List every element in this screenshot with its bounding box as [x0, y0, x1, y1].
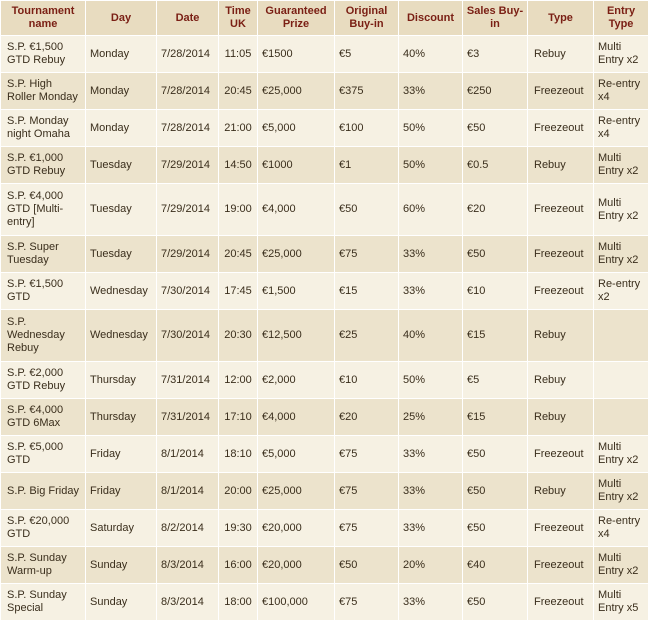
table-row	[1, 362, 648, 399]
day-cell: Friday	[86, 473, 157, 510]
tournament-name-cell: S.P. €1,500 GTD	[1, 273, 86, 310]
table-row	[1, 310, 648, 362]
type-cell: Rebuy	[528, 310, 594, 362]
type-cell: Freezeout	[528, 584, 594, 621]
original-buy-in-cell: €75	[335, 510, 399, 547]
entry-type-cell: Multi Entry x2	[594, 147, 648, 184]
time-cell: 19:00	[219, 184, 258, 236]
original-buy-in-cell: €10	[335, 362, 399, 399]
guaranteed-prize-cell: €5,000	[258, 110, 335, 147]
entry-type-cell: Multi Entry x2	[594, 473, 648, 510]
tournament-name-cell: S.P. €4,000 GTD [Multi-entry]	[1, 184, 86, 236]
header-sales-buy-in: Sales Buy-in	[463, 1, 528, 36]
entry-type-cell: Re-entry x4	[594, 510, 648, 547]
original-buy-in-cell: €75	[335, 236, 399, 273]
table-row	[1, 236, 648, 273]
original-buy-in-cell: €50	[335, 184, 399, 236]
tournament-name-cell: S.P. €1,500 GTD Rebuy	[1, 36, 86, 73]
tournament-name-cell: S.P. €1,000 GTD Rebuy	[1, 147, 86, 184]
table-row	[1, 147, 648, 184]
discount-cell: 50%	[399, 147, 463, 184]
original-buy-in-cell: €375	[335, 73, 399, 110]
date-cell: 7/29/2014	[157, 147, 219, 184]
date-cell: 7/31/2014	[157, 399, 219, 436]
guaranteed-prize-cell: €25,000	[258, 73, 335, 110]
sales-buy-in-cell: €20	[463, 184, 528, 236]
sales-buy-in-cell: €250	[463, 73, 528, 110]
sales-buy-in-cell: €5	[463, 362, 528, 399]
original-buy-in-cell: €75	[335, 584, 399, 621]
date-cell: 7/30/2014	[157, 310, 219, 362]
entry-type-cell: Re-entry x4	[594, 110, 648, 147]
time-cell: 17:45	[219, 273, 258, 310]
time-cell: 20:00	[219, 473, 258, 510]
discount-cell: 33%	[399, 236, 463, 273]
discount-cell: 20%	[399, 547, 463, 584]
type-cell: Rebuy	[528, 36, 594, 73]
entry-type-cell	[594, 399, 648, 436]
tournament-name-cell: S.P. Big Friday	[1, 473, 86, 510]
type-cell: Freezeout	[528, 510, 594, 547]
day-cell: Tuesday	[86, 184, 157, 236]
table-row	[1, 184, 648, 236]
tournament-name-cell: S.P. €2,000 GTD Rebuy	[1, 362, 86, 399]
type-cell: Freezeout	[528, 547, 594, 584]
tournament-name-cell: S.P. €5,000 GTD	[1, 436, 86, 473]
day-cell: Thursday	[86, 362, 157, 399]
original-buy-in-cell: €1	[335, 147, 399, 184]
tournament-name-cell: S.P. High Roller Monday	[1, 73, 86, 110]
header-row	[1, 1, 648, 36]
date-cell: 7/28/2014	[157, 110, 219, 147]
time-cell: 11:05	[219, 36, 258, 73]
day-cell: Monday	[86, 73, 157, 110]
header-discount: Discount	[399, 1, 463, 36]
header-guaranteed-prize: Guaranteed Prize	[258, 1, 335, 36]
discount-cell: 40%	[399, 36, 463, 73]
discount-cell: 33%	[399, 584, 463, 621]
time-cell: 14:50	[219, 147, 258, 184]
day-cell: Sunday	[86, 584, 157, 621]
table-row	[1, 110, 648, 147]
original-buy-in-cell: €75	[335, 436, 399, 473]
header-original-buy-in: Original Buy-in	[335, 1, 399, 36]
tournament-name-cell: S.P. €4,000 GTD 6Max	[1, 399, 86, 436]
original-buy-in-cell: €50	[335, 547, 399, 584]
entry-type-cell: Re-entry x4	[594, 73, 648, 110]
guaranteed-prize-cell: €20,000	[258, 547, 335, 584]
time-cell: 19:30	[219, 510, 258, 547]
sales-buy-in-cell: €40	[463, 547, 528, 584]
original-buy-in-cell: €5	[335, 36, 399, 73]
sales-buy-in-cell: €50	[463, 436, 528, 473]
type-cell: Freezeout	[528, 236, 594, 273]
sales-buy-in-cell: €50	[463, 110, 528, 147]
sales-buy-in-cell: €50	[463, 584, 528, 621]
sales-buy-in-cell: €3	[463, 36, 528, 73]
date-cell: 8/1/2014	[157, 473, 219, 510]
original-buy-in-cell: €15	[335, 273, 399, 310]
table-row	[1, 473, 648, 510]
sales-buy-in-cell: €50	[463, 473, 528, 510]
type-cell: Freezeout	[528, 110, 594, 147]
discount-cell: 50%	[399, 110, 463, 147]
guaranteed-prize-cell: €1,500	[258, 273, 335, 310]
time-cell: 12:00	[219, 362, 258, 399]
tournament-name-cell: S.P. Wednesday Rebuy	[1, 310, 86, 362]
sales-buy-in-cell: €0.5	[463, 147, 528, 184]
date-cell: 7/29/2014	[157, 236, 219, 273]
entry-type-cell: Multi Entry x2	[594, 184, 648, 236]
table-row	[1, 73, 648, 110]
header-entry-type: Entry Type	[594, 1, 648, 36]
sales-buy-in-cell: €50	[463, 510, 528, 547]
guaranteed-prize-cell: €5,000	[258, 436, 335, 473]
time-cell: 20:30	[219, 310, 258, 362]
header-date: Date	[157, 1, 219, 36]
guaranteed-prize-cell: €1000	[258, 147, 335, 184]
original-buy-in-cell: €20	[335, 399, 399, 436]
discount-cell: 33%	[399, 473, 463, 510]
tournament-name-cell: S.P. Sunday Warm-up	[1, 547, 86, 584]
guaranteed-prize-cell: €1500	[258, 36, 335, 73]
guaranteed-prize-cell: €25,000	[258, 473, 335, 510]
time-cell: 18:00	[219, 584, 258, 621]
guaranteed-prize-cell: €4,000	[258, 399, 335, 436]
tournament-name-cell: S.P. Sunday Special	[1, 584, 86, 621]
discount-cell: 33%	[399, 273, 463, 310]
day-cell: Wednesday	[86, 273, 157, 310]
date-cell: 7/29/2014	[157, 184, 219, 236]
guaranteed-prize-cell: €2,000	[258, 362, 335, 399]
sales-buy-in-cell: €10	[463, 273, 528, 310]
table-row	[1, 399, 648, 436]
discount-cell: 25%	[399, 399, 463, 436]
header-tournament-name: Tournament name	[1, 1, 86, 36]
entry-type-cell: Multi Entry x2	[594, 436, 648, 473]
date-cell: 8/3/2014	[157, 584, 219, 621]
guaranteed-prize-cell: €4,000	[258, 184, 335, 236]
table-row	[1, 36, 648, 73]
discount-cell: 50%	[399, 362, 463, 399]
day-cell: Thursday	[86, 399, 157, 436]
day-cell: Monday	[86, 36, 157, 73]
entry-type-cell	[594, 310, 648, 362]
date-cell: 7/28/2014	[157, 73, 219, 110]
tournament-name-cell: S.P. Monday night Omaha	[1, 110, 86, 147]
type-cell: Freezeout	[528, 184, 594, 236]
discount-cell: 40%	[399, 310, 463, 362]
tournament-name-cell: S.P. €20,000 GTD	[1, 510, 86, 547]
discount-cell: 33%	[399, 510, 463, 547]
day-cell: Tuesday	[86, 236, 157, 273]
header-day: Day	[86, 1, 157, 36]
time-cell: 21:00	[219, 110, 258, 147]
guaranteed-prize-cell: €12,500	[258, 310, 335, 362]
sales-buy-in-cell: €15	[463, 310, 528, 362]
guaranteed-prize-cell: €25,000	[258, 236, 335, 273]
date-cell: 8/3/2014	[157, 547, 219, 584]
type-cell: Freezeout	[528, 436, 594, 473]
entry-type-cell: Multi Entry x5	[594, 584, 648, 621]
discount-cell: 60%	[399, 184, 463, 236]
date-cell: 8/1/2014	[157, 436, 219, 473]
original-buy-in-cell: €100	[335, 110, 399, 147]
day-cell: Friday	[86, 436, 157, 473]
time-cell: 16:00	[219, 547, 258, 584]
day-cell: Sunday	[86, 547, 157, 584]
type-cell: Rebuy	[528, 473, 594, 510]
entry-type-cell: Multi Entry x2	[594, 36, 648, 73]
time-cell: 17:10	[219, 399, 258, 436]
day-cell: Saturday	[86, 510, 157, 547]
date-cell: 7/31/2014	[157, 362, 219, 399]
time-cell: 18:10	[219, 436, 258, 473]
entry-type-cell	[594, 362, 648, 399]
time-cell: 20:45	[219, 236, 258, 273]
date-cell: 7/28/2014	[157, 36, 219, 73]
sales-buy-in-cell: €15	[463, 399, 528, 436]
header-type: Type	[528, 1, 594, 36]
type-cell: Freezeout	[528, 273, 594, 310]
discount-cell: 33%	[399, 436, 463, 473]
sales-buy-in-cell: €50	[463, 236, 528, 273]
type-cell: Rebuy	[528, 147, 594, 184]
table-row	[1, 273, 648, 310]
original-buy-in-cell: €25	[335, 310, 399, 362]
table-row	[1, 510, 648, 547]
entry-type-cell: Multi Entry x2	[594, 236, 648, 273]
guaranteed-prize-cell: €20,000	[258, 510, 335, 547]
discount-cell: 33%	[399, 73, 463, 110]
tournament-name-cell: S.P. Super Tuesday	[1, 236, 86, 273]
date-cell: 7/30/2014	[157, 273, 219, 310]
date-cell: 8/2/2014	[157, 510, 219, 547]
type-cell: Rebuy	[528, 399, 594, 436]
table-row	[1, 436, 648, 473]
time-cell: 20:45	[219, 73, 258, 110]
type-cell: Rebuy	[528, 362, 594, 399]
original-buy-in-cell: €75	[335, 473, 399, 510]
day-cell: Tuesday	[86, 147, 157, 184]
day-cell: Wednesday	[86, 310, 157, 362]
day-cell: Monday	[86, 110, 157, 147]
header-time-uk: Time UK	[219, 1, 258, 36]
entry-type-cell: Multi Entry x2	[594, 547, 648, 584]
entry-type-cell: Re-entry x2	[594, 273, 648, 310]
guaranteed-prize-cell: €100,000	[258, 584, 335, 621]
table-row	[1, 547, 648, 584]
type-cell: Freezeout	[528, 73, 594, 110]
